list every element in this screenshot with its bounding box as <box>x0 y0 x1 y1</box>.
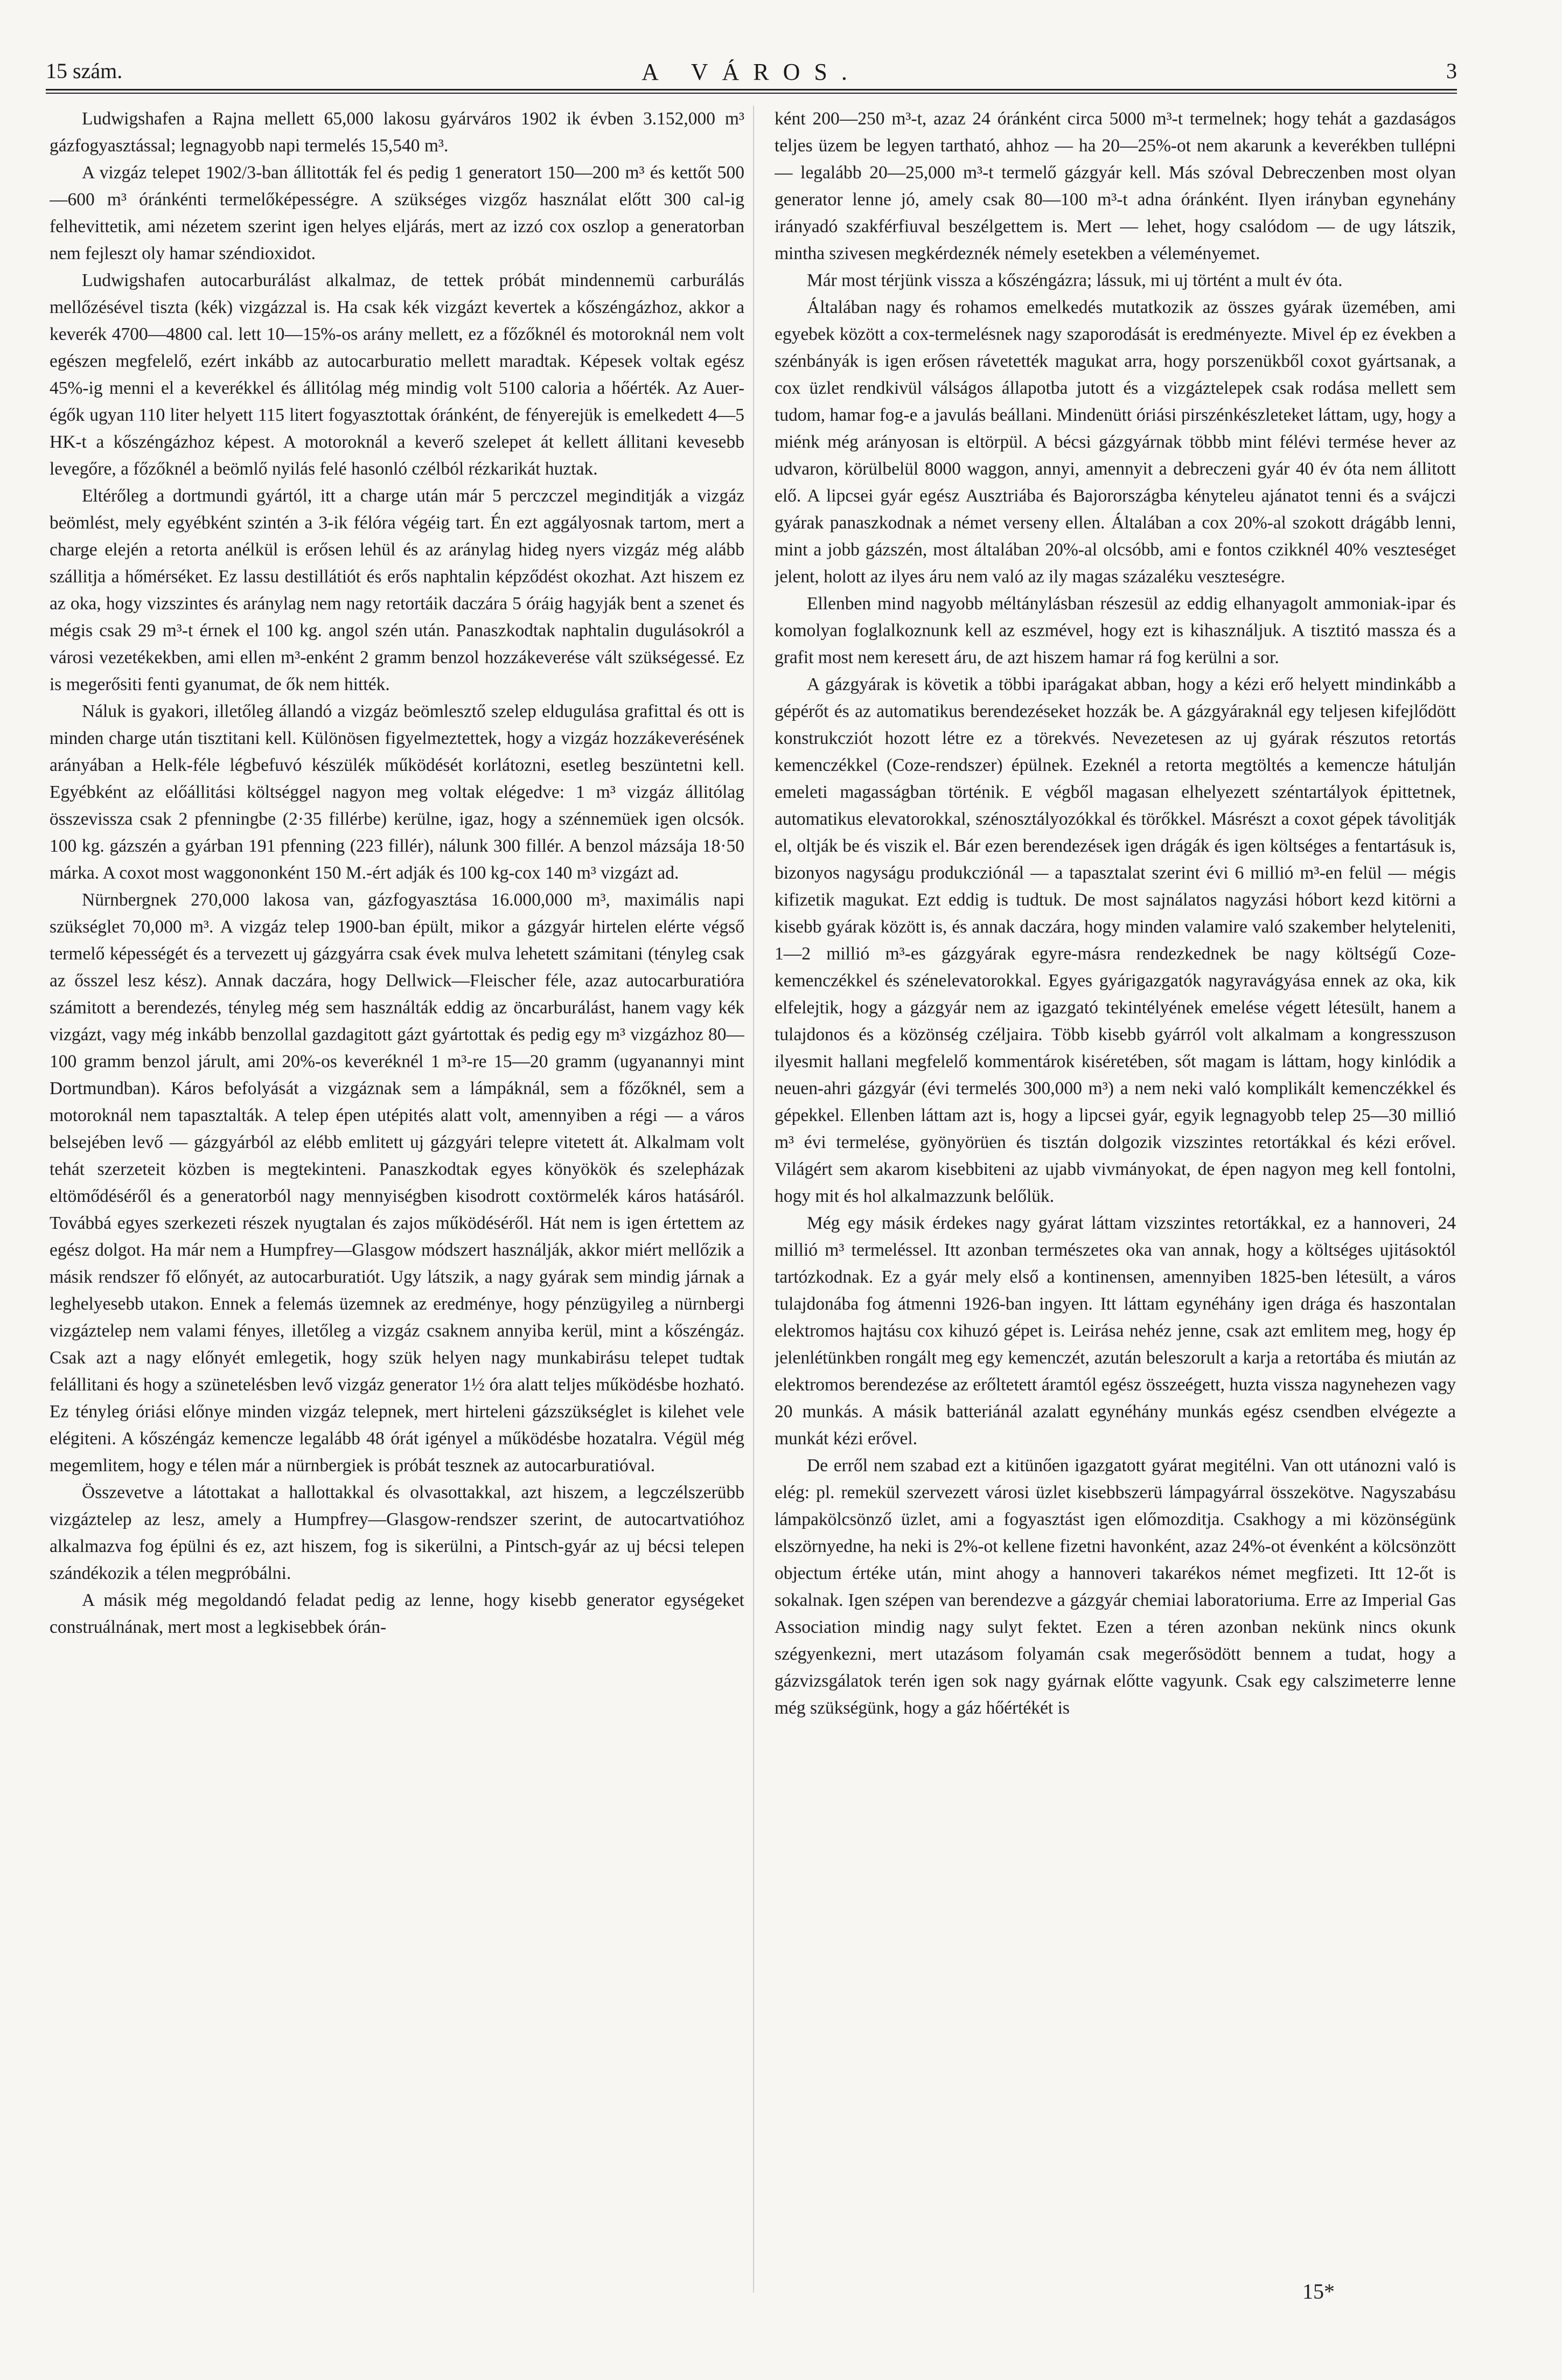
paragraph: A gázgyárak is követik a többi iparágakat abban, hogy a kézi erő helyett mindinkább a gépérőt és az automatikus berendezéseket hozzák be. A gázgyáraknál egy teljesen kifejlődött konstrukcziót hozott létre ez a törekvés. Nevezetesen az uj gyárak részutos retortás kemenczékkel (Coze-rendszer) épülnek. Ezeknél a retorta megtöltés a kemencze hátulján emeleti magasságban történik. E végből magasan elhelyezett széntartályok épittetnek, automatikus elevatorokkal, szénosztályozókkal és törőkkel. Másrészt a coxot gépek távolitják el, oltják be és viszik el. Bár ezen berendezések igen drágák és igen költséges a fentartásuk is, bizonyos nagyságu produkcziónál — a tapasztalat szerint évi 6 millió m³-en felül — mégis kifizetik magukat. Ezt eddig is tudtuk. De most sajnálatos nagyzási hóbort kezd kitörni a kisebb gyárak között is, és annak daczára, hogy minden valamire való szakember helyteleniti, 1—2 millió m³-es gázgyárak egyre-másra rendezkednek be nagy költségű Coze-kemenczékkel és szénelevatorokkal. Egyes gyárigazgatók nagyravágyása ennek az oka, kik elfelejtik, hogy a gázgyár nem az igazgató tekintélyének emelése végett létesült, hanem a tulajdonos és a közönség czéljaira. Több kisebb gyárról volt alkalmam a kongresszuson ilyesmit hallani megfelelő kommentárok kiséretében, sőt magam is láttam, hogy kinlódik a neuen-ahri gázgyár (évi termelés 300,000 m³) a nem neki való komplikált kemenczékkel és gépekkel. Ellenben láttam azt is, hogy a lipcsei gyár, egyik legnagyobb telep 25—30 millió m³ évi termelése, gyönyörüen és tisztán dolgozik vizszintes retortákkal és kézi erővel. Világért sem akarom kisebbiteni az ujabb vivmányokat, de épen nagyon meg kell fontolni, hogy mit és hol alkalmazzunk belőlük. <box>775 674 1456 1206</box>
paragraph: A másik még megoldandó feladat pedig az lenne, hogy kisebb generator egységeket construálnának, mert most a legkisebbek órán- <box>50 1590 744 1637</box>
header-rule-thin <box>46 93 1457 94</box>
paragraph: Még egy másik érdekes nagy gyárat láttam vizszintes retortákkal, ez a hannoveri, 24 millió m³ termeléssel. Itt azonban természetes oka van annak, hogy a költséges ujitásoktól tartózkodnak. Ez a gyár mely első a kontinensen, amennyiben 1825-ben létesült, a város tulajdonába fog átmenni 1926-ban ingyen. Itt láttam egynéhány igen drága és haszontalan elektromos hajtásu cox kihuzó gépet is. Leirása nehéz jenne, csak azt emlitem meg, hogy ép jelenlétünkben rongált meg egy kemenczét, azután beleszorult a karja a retortába és miután az elektromos berendezése az erőltetett áramtól egész összeégett, huzta vissza nagynehezen vagy 20 munkás. A másik batteriánál azalatt egynéhány munkás egész csendben elvégezte a munkát kézi erővel. <box>775 1213 1456 1449</box>
paragraph: Ellenben mind nagyobb méltánylásban részesül az eddig elhanyagolt ammoniak-ipar és komolyan foglalkoznunk kell az eszmével, hogy ezt is kihasználjuk. A tisztitó massza és a grafit most nem keresett áru, de azt hiszem hamar rá fog kerülni a sor. <box>775 594 1456 667</box>
column-divider <box>753 106 754 2293</box>
header-rule <box>46 89 1457 91</box>
paragraph: De erről nem szabad ezt a kitünően igazgatott gyárat megitélni. Van ott utánozni való is elég: pl. remekül szervezett városi üzlet kisebbszerü lámpagyárral összekötve. Nagyszabásu lámpakölcsönző üzlet, ami a fogyasztást igen előmozditja. Csakhogy a mi közönségünk elszörnyedne, ha neki is 2%-ot kellene fizetni havonként, azaz 24%-ot évenként a kölcsönzött objectum értéke után, mint ahogy a hannoveri takarékos német megfizeti. Itt 12-őt is sokalnak. Igen szépen van berendezve a gázgyár chemiai laboratoriuma. Erre az Imperial Gas Association mindig nagy sulyt fektet. Ezen a téren azonban nekünk nincs okunk szégyenkezni, mert utazásom folyamán csak megerősödött bennem a tudat, hogy a gázvizsgálatok terén igen sok nagy gyárnak előtte vagyunk. Csak egy calszimeterre lenne még szükségünk, hogy a gáz hőértékét is <box>775 1456 1456 1718</box>
journal-title: A VÁROS. <box>641 59 861 85</box>
paragraph: A vizgáz telepet 1902/3-ban állitották fel és pedig 1 generatort 150—200 m³ és kettőt 500—600 m³ óránkénti termelőképességre. A szükséges vizgőz használat előtt 300 cal-ig felhevittetik, ami nézetem szerint igen helyes eljárás, mert az izzó cox oszlop a generatorban nem fejleszt oly hamar széndioxidot. <box>50 163 744 263</box>
right-column <box>775 106 1456 2325</box>
paragraph: Már most térjünk vissza a kőszéngázra; lássuk, mi uj történt a mult év óta. <box>807 270 1343 290</box>
page-number: 3 <box>1446 59 1457 83</box>
page-header <box>46 58 1457 101</box>
left-column <box>50 106 744 2325</box>
paragraph: Összevetve a látottakat a hallottakkal és olvasottakkal, azt hiszem, a legczélszerübb vizgáztelep az lesz, amely a Humpfrey—Glasgow-rendszer szerint, de autocartvatióhoz alkalmazva fog épülni és ez, azt hiszem, fog is sikerülni, a Pintsch-gyár az uj bécsi telepen szándékozik a télen megpróbálni. <box>50 1483 744 1583</box>
paragraph: Eltérőleg a dortmundi gyártól, itt a charge után már 5 perczczel meginditják a vizgáz beömlést, mely egyébként szintén a 3-ik félóra végéig tart. Én ezt aggályosnak tartom, mert a charge elején a retorta anélkül is erősen lehül és az aránylag hideg nyers vizgáz még alább szállitja a hőmérséket. Ez lassu destillátiót és erős naphtalin képződést okozhat. Azt hiszem ez az oka, hogy vizszintes és aránylag nem nagy retortáik daczára 5 óráig hagyják bent a szenet és mégis csak 29 m³-t érnek el 100 kg. angol szén után. Panaszkodtak naphtalin dugulásokról a városi vezetékekben, ami ellen m³-enként 2 gramm benzol hozzákeverése vált szükségessé. Ez is megerősiti fenti gyanumat, de ők nem hitték. <box>50 486 744 694</box>
paragraph: Ludwigshafen a Rajna mellett 65,000 lakosu gyárváros 1902 ik évben 3.152,000 m³ gázfogyasztással; legnagyobb napi termelés 15,540 m³. <box>50 109 744 156</box>
paragraph: Nürnbergnek 270,000 lakosa van, gázfogyasztása 16.000,000 m³, maximális napi szükséglet 70,000 m³. A vizgáz telep 1900-ban épült, mikor a gázgyár hirtelen elérte végső termelő képességét és a tervezett uj gázgyárra csak évek mulva lehetett számitani (tényleg csak az ősszel lesz kész). Annak daczára, hogy Dellwick—Fleischer féle, azaz autocarburatióra számitott a berendezés, tényleg még sem használták eddig az öncarburálást, hanem vagy kék vizgázt, vagy még inkább benzollal gazdagitott gázt gyártottak és pedig egy m³ vizgázhoz 80—100 gramm benzol járult, ami 20%-os keveréknél 1 m³-re 15—20 gramm (ugyanannyi mint Dortmundban). Káros befolyását a vizgáznak sem a lámpáknál, sem a főzőknél, sem a motoroknál nem tapasztalták. A telep épen utépités alatt volt, amennyiben a régi — a város belsejében levő — gázgyárból az elébb emlitett uj gázgyári telepre vitetett át. Alkalmam volt tehát szerzeteit közben is megtekinteni. Panaszkodtak egyes könyökök és szelepházak eltömődéséről és a generatorból nagy mennyiségben kisodrott coxtörmelék káros hatásáról. Továbbá egyes szerkezeti részek nyugtalan és zajos működéséről. Hát nem is igen értettem az egész dolgot. Ha már nem a Humpfrey—Glasgow módszert használják, akkor miért mellőzik a másik rendszer fő előnyét, az autocarburatiót. Ugy látszik, a nagy gyárak sem mindig járnak a leghelyesebb utakon. Ennek a felemás üzemnek az eredménye, hogy pénzügyileg a nürnbergi vizgáztelep nem valami fényes, illetőleg a vizgáz csaknem annyiba kerül, mint a kőszéngáz. Csak azt a nagy előnyét emlegetik, hogy szük helyen nagy munkabirásu telepet tudtak felállitani és hogy a szünetelésben levő vizgáz generator 1½ óra alatt teljes működésbe hozható. Ez tényleg óriási előnye minden vizgáz telepnek, mert hirteleni gázszükséglet is kilehet vele elégiteni. A kőszéngáz kemencze legalább 48 órát igényel a működésbe hozatalra. Végül még megemlitem, hogy e télen már a nürnbergiek is próbát tesznek az autocarburatióval. <box>50 890 744 1476</box>
signature-mark: 15* <box>1302 2279 1335 2304</box>
paragraph: Általában nagy és rohamos emelkedés mutatkozik az összes gyárak üzemében, ami egyebek között a cox-termelésnek nagy szaporodását is eredményezte. Mivel ép ez években a szénbányák is igen erősen rávetették magukat arra, hogy porszenükből coxot gyártsanak, a cox üzlet rendkivül válságos állapotba jutott és a vizgáztelepek csak rodása mellett sem tudom, hamar fog-e a javulás beállani. Mindenütt óriási pirszénkészleteket láttam, ugy, hogy a miénk még arányosan is eltörpül. A bécsi gázgyárnak többb mint félévi termése hever az udvaron, körülbelül 8000 waggon, annyi, amennyit a debreczeni gyár 40 év óta nem állitott elő. A lipcsei gyár egész Ausztriába és Bajorországba kényteleu ajánatot tenni és a svájczi gyárak panaszkodnak a német verseny ellen. Általában a cox 20%-al szokott drágább lenni, mint a jobb gázszén, most általában 20%-al olcsóbb, ami e fontos czikknél 40% veszteséget jelent, holott az ilyes áru nem való az ily magas százaléku veszteségre. <box>775 297 1456 587</box>
paragraph: Ludwigshafen autocarburálást alkalmaz, de tettek próbát mindennemü carburálás mellőzésével tiszta (kék) vizgázzal is. Ha csak kék vizgázt kevertek a kőszéngázhoz, akkor a keverék 4700—4800 cal. lett 10—15%-os arány mellett, ez a főzőknél és motoroknál nem volt egészen megfelelő, ezért inkább az autocarburatio mellett maradtak. Képesek voltak egész 45%-ig menni el a keverékkel és állitólag még mindig volt 5100 caloria a hőérték. Az Auer-égők ugyan 110 liter helyett 115 litert fogyasztottak óránként, de fényerejük is emelkedett 4—5 HK-t a kőszéngázhoz képest. A motoroknál a keverő szelepet át kellett állitani kevesebb levegőre, a főzőknél a beömlő nyilás felé hasonló czélból rézkarikát huztak. <box>50 270 744 479</box>
issue-number: 15 szám. <box>46 59 123 83</box>
paragraph: Náluk is gyakori, illetőleg állandó a vizgáz beömlesztő szelep eldugulása grafittal és ott is minden charge után tisztitani kell. Különösen figyelmeztettek, hogy a vizgáz hozzákeverésének arányában a Helk-féle légbefuvó készülék működését korlátozni, esetleg beszüntetni kell. Egyébként az előállitási költséggel nagyon meg voltak elégedve: 1 m³ vizgáz állitólag összevissza csak 2 pfenningbe (2·35 fillérbe) kerülne, igaz, hogy a szénnemüek igen olcsók. 100 kg. gázszén a gyárban 191 pfenning (223 fillér), nálunk 300 fillér. A benzol mázsája 18·50 márka. A coxot most waggononként 150 M.-ért adják és 100 kg-cox 140 m³ vizgázt ad. <box>50 701 744 883</box>
paragraph: ként 200—250 m³-t, azaz 24 óránként circa 5000 m³-t termelnek; hogy tehát a gazdaságos teljes üzem be legyen tartható, ahhoz — ha 20—25%-ot nem akarunk a keverékben tullépni — legalább 20—25,000 m³-t termelő gázgyár kell. Más szóval Debreczenben most olyan generator lenne jó, amely csak 80—100 m³-t adna óránként. Ilyen irányban egynehány irányadó szakférfiuval beszélgettem is. Mert — lehet, hogy csalódom — de ugy látszik, mintha szivesen megkérdeznék némely esetekben a véleményemet. <box>775 109 1456 263</box>
